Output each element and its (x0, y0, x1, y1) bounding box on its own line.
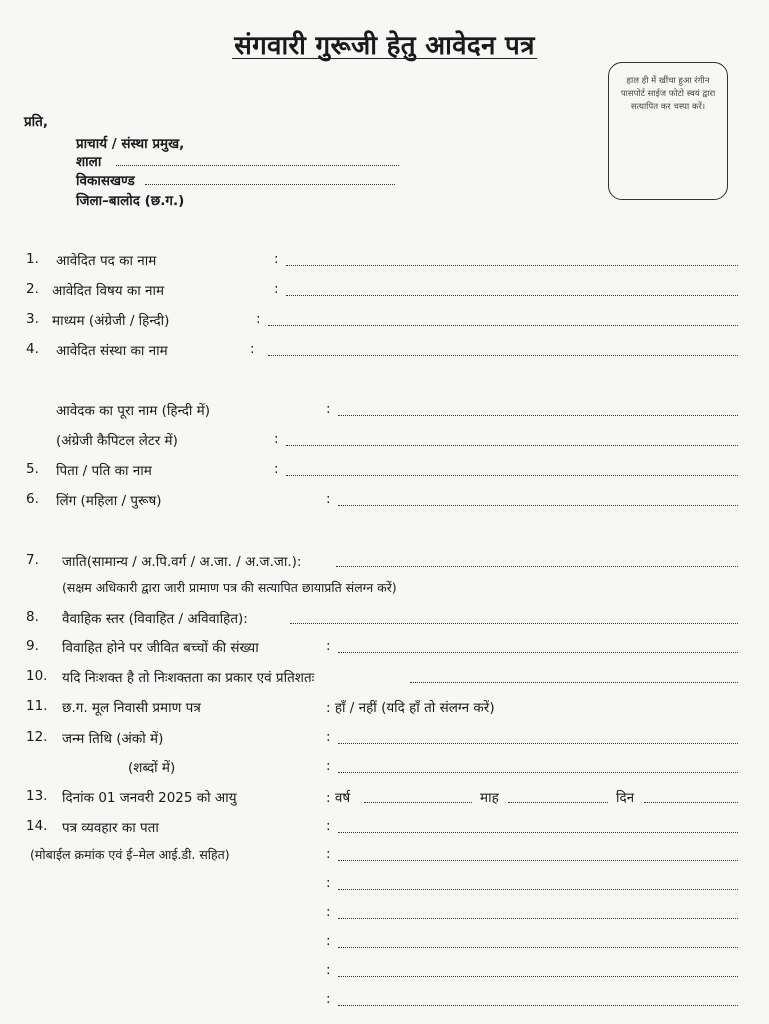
field-label: (शब्दों में) (128, 760, 176, 776)
field-row-14-mobile (0, 846, 769, 870)
field-label: (मोबाईल क्रमांक एवं ई–मेल आई.डी. सहित) (30, 847, 230, 862)
age-month-input[interactable] (508, 802, 608, 803)
field-colon: : (326, 962, 331, 978)
field-num: 10. (26, 668, 48, 684)
field-num: 9. (26, 638, 39, 654)
address-input-3[interactable] (338, 889, 738, 890)
field-label: आवेदित संस्था का नाम (56, 343, 168, 359)
field-row-10 (0, 668, 769, 692)
field-colon: : (326, 846, 331, 862)
field-num: 11. (26, 698, 48, 714)
field-row-11 (0, 698, 769, 722)
field-num: 3. (26, 311, 39, 327)
field-num: 4. (26, 341, 39, 357)
marital-status-input[interactable] (290, 623, 738, 624)
field-label: विवाहित होने पर जीवित बच्चों की संख्या (62, 640, 259, 656)
disability-input[interactable] (410, 682, 738, 683)
field-num: 2. (26, 281, 39, 297)
field-label: आवेदित विषय का नाम (52, 283, 165, 299)
field-label: पिता / पति का नाम (56, 463, 152, 479)
age-day-input[interactable] (644, 802, 738, 803)
address-input-7[interactable] (338, 1005, 738, 1006)
field-label: पत्र व्यवहार का पता (62, 820, 159, 836)
field-colon: : (326, 875, 331, 891)
name-hindi-input[interactable] (338, 415, 738, 416)
dob-words-input[interactable] (338, 772, 738, 773)
field-colon: : (256, 311, 261, 327)
institution-input[interactable] (268, 355, 738, 356)
field-row-4 (0, 341, 769, 365)
medium-input[interactable] (268, 325, 738, 326)
age-year-label: : वर्ष (326, 790, 351, 806)
caste-input[interactable] (336, 566, 738, 567)
domicile-options[interactable]: : हॉं / नहीं (यदि हॉं तो संलग्न करें) (326, 700, 495, 716)
field-row-13 (0, 788, 769, 812)
field-row-14-cont-5 (0, 991, 769, 1015)
field-num: 1. (26, 251, 39, 267)
field-row-14-cont-2 (0, 904, 769, 928)
father-husband-input[interactable] (286, 475, 738, 476)
age-year-input[interactable] (364, 802, 472, 803)
field-colon: : (326, 729, 331, 745)
addr-prati: प्रति, (24, 114, 49, 130)
field-num: 12. (26, 729, 48, 745)
field-label: आवेदित पद का नाम (56, 253, 157, 269)
age-day-label: दिन (616, 790, 635, 806)
field-colon: : (326, 904, 331, 920)
photo-box[interactable] (608, 62, 728, 200)
children-count-input[interactable] (338, 652, 738, 653)
photo-instruction: हाल ही में खींचा हुआ रंगीन पासपोर्ट साईज फोटो स्वयं द्वारा सत्यापित कर चस्पा करें। (620, 76, 716, 113)
field-num: 8. (26, 609, 39, 625)
gender-input[interactable] (338, 505, 738, 506)
addr-school (76, 152, 399, 170)
field-colon: : (326, 638, 331, 654)
field-colon: : (326, 758, 331, 774)
field-row-9 (0, 638, 769, 662)
field-colon: : (274, 431, 279, 447)
field-row-12-words (0, 758, 769, 782)
dob-digits-input[interactable] (338, 743, 738, 744)
name-english-input[interactable] (286, 445, 738, 446)
field-label: लिंग (महिला / पुरूष) (56, 493, 162, 509)
field-row-14-cont-3 (0, 933, 769, 957)
field-label: आवेदक का पूरा नाम (हिन्दी में) (56, 403, 211, 419)
field-colon: : (274, 281, 279, 297)
field-row-1 (0, 251, 769, 275)
address-input-2[interactable] (338, 860, 738, 861)
field-row-7 (0, 552, 769, 576)
field-row-12 (0, 729, 769, 753)
field-row-14-cont-1 (0, 875, 769, 899)
block-input-line[interactable] (145, 173, 395, 185)
field-row-14-cont-4 (0, 962, 769, 986)
addr-district: जिला–बालोद (छ.ग.) (76, 193, 185, 209)
school-input-line[interactable] (116, 154, 399, 166)
post-name-input[interactable] (286, 265, 738, 266)
addr-school-label: शाला (76, 154, 102, 170)
field-label: दिनांक 01 जनवरी 2025 को आयु (62, 790, 237, 806)
field-row-8 (0, 609, 769, 633)
field-num: 13. (26, 788, 48, 804)
address-input-6[interactable] (338, 976, 738, 977)
address-input-1[interactable] (338, 832, 738, 833)
addr-block (76, 171, 395, 189)
field-colon: : (326, 991, 331, 1007)
field-row-3 (0, 311, 769, 335)
subject-input[interactable] (286, 295, 738, 296)
title-underline (232, 58, 537, 59)
field-label: छ.ग. मूल निवासी प्रमाण पत्र (62, 700, 201, 716)
field-num: 6. (26, 491, 39, 507)
field-colon: : (326, 491, 331, 507)
field-row-name-hindi (0, 401, 769, 425)
addr-principal: प्राचार्य / संस्था प्रमुख, (76, 136, 185, 152)
address-input-4[interactable] (338, 918, 738, 919)
caste-note: (सक्षम अधिकारी द्वारा जारी प्रामाण पत्र की सत्यापित छायाप्रति संलग्न करें) (62, 580, 397, 595)
field-row-name-english (0, 431, 769, 455)
field-num: 14. (26, 818, 48, 834)
field-colon: : (326, 401, 331, 417)
field-num: 7. (26, 552, 39, 568)
form-title: संगवारी गुरूजी हेतु आवेदन पत्र (234, 31, 535, 61)
field-colon: : (326, 818, 331, 834)
field-colon: : (274, 251, 279, 267)
field-row-2 (0, 281, 769, 305)
field-label: जाति(सामान्य / अ.पि.वर्ग / अ.जा. / अ.ज.जा.): (62, 554, 302, 570)
field-row-7-note (0, 579, 769, 603)
field-label: जन्म तिथि (अंको में) (62, 731, 164, 747)
field-row-14 (0, 818, 769, 842)
address-input-5[interactable] (338, 947, 738, 948)
field-row-6 (0, 491, 769, 515)
field-label: माध्यम (अंग्रेजी / हिन्दी) (52, 313, 170, 329)
field-row-5 (0, 461, 769, 485)
field-label: (अंग्रेजी कैपिटल लेटर में) (56, 433, 178, 449)
field-label: वैवाहिक स्तर (विवाहित / अविवाहित): (62, 611, 248, 627)
field-label: यदि निःशक्त है तो निःशक्तता का प्रकार एवं प्रतिशतः (62, 670, 315, 686)
field-num: 5. (26, 461, 39, 477)
field-colon: : (250, 341, 255, 357)
field-colon: : (326, 933, 331, 949)
age-month-label: माह (480, 790, 499, 806)
addr-block-label: विकासखण्ड (76, 173, 135, 189)
field-colon: : (274, 461, 279, 477)
